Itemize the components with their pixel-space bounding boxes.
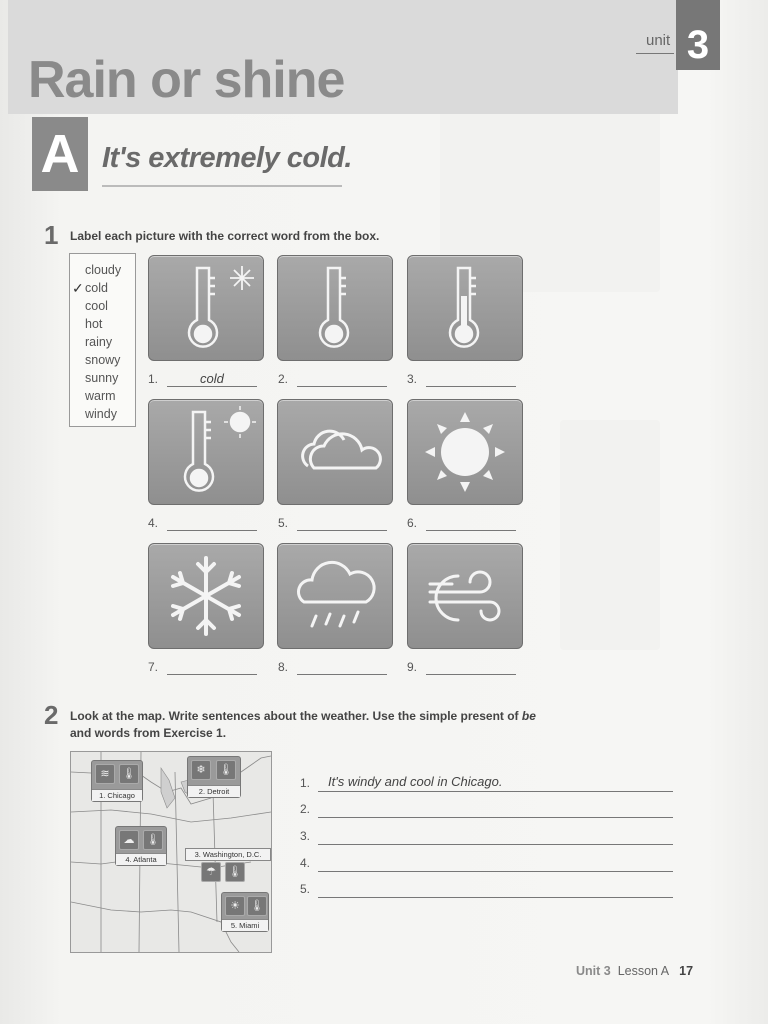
map-label-chicago: ≋ 🌡 1. Chicago <box>91 760 143 802</box>
word-box-item: warm <box>85 389 116 403</box>
wind-icon: ≋ <box>95 764 115 784</box>
weather-map <box>70 751 272 953</box>
exercise-2-instruction: Look at the map. Write sentences about the weather. Use the simple present of be and words from Exercise 1. <box>70 709 536 740</box>
map-label-atlanta: ☁ 🌡 4. Atlanta <box>115 826 167 866</box>
workbook-page: Rain or shine unit 3 A It's extremely cold. 1 Label each picture with the correct word from the box. cloudy ✓ cold cool hot rainy snowy sunny warm windy 1. cold 2. 3. 4. 5. 6. 7. 8. 9. 2 Look at the map. Write sentences about the weather. Use the simple present of be and words from Exercise 1. ≋ 🌡 1. Chicago ❄ 🌡 2. Detroit ☁ 🌡 4. Atlanta 3. Washington, D.C. ☂ 🌡 ☀ 🌡 5. Miami 1. It's windy and cool in Chicago. 2. 3. 4. 5. Unit 3 Lesson A 17 <box>0 0 768 1024</box>
snowflake-icon: ❄ <box>191 760 211 780</box>
lesson-title: It's extremely cold. <box>102 142 352 174</box>
exercise-1-instruction: Label each picture with the correct word from the box. <box>70 229 380 243</box>
word-box <box>69 253 136 427</box>
sun-icon <box>407 399 523 505</box>
unit-number: 3 <box>676 0 720 70</box>
bleed-through <box>560 420 660 650</box>
map-label-miami: ☀ 🌡 5. Miami <box>221 892 269 932</box>
check-mark-icon: ✓ <box>72 280 84 296</box>
thermometer-medium-icon <box>407 255 523 361</box>
word-box-item: rainy <box>85 335 113 349</box>
unit-title: Rain or shine <box>28 51 345 109</box>
word-box-item-checked: ✓ cold <box>72 280 108 296</box>
map-label-detroit: ❄ 🌡 2. Detroit <box>187 756 241 798</box>
lesson-letter: A <box>32 117 88 191</box>
unit-label: unit <box>646 32 671 49</box>
thermometer-icon: 🌡 <box>143 830 163 850</box>
unit-rule <box>636 53 674 54</box>
rain-cloud-icon <box>277 543 393 649</box>
rain-cloud-icon: ☂ <box>201 862 221 882</box>
word-box-item: sunny <box>85 371 119 385</box>
word-box-item: hot <box>85 317 103 331</box>
cloud-icon: ☁ <box>119 830 139 850</box>
wind-icon <box>407 543 523 649</box>
thermometer-sun-icon <box>148 399 264 505</box>
sun-icon: ☀ <box>225 896 245 916</box>
thermometer-icon: 🌡 <box>216 760 236 780</box>
thermometer-icon: 🌡 <box>225 862 245 882</box>
exercise-1-number: 1 <box>44 220 59 250</box>
word-box-item: windy <box>85 407 117 421</box>
word-box-item: cool <box>85 299 108 313</box>
thermometer-icon: 🌡 <box>119 764 139 784</box>
word-box-item: cloudy <box>85 263 122 277</box>
exercise-2-number: 2 <box>44 700 59 730</box>
thermometer-icon: 🌡 <box>247 896 267 916</box>
snowflake-icon <box>148 543 264 649</box>
thermometer-snow-icon <box>148 255 264 361</box>
map-label-washington: 3. Washington, D.C. ☂ 🌡 <box>185 848 269 884</box>
page-footer: Unit 3 Lesson A 17 <box>576 964 694 978</box>
lesson-rule <box>102 185 342 187</box>
thermometer-low-icon <box>277 255 393 361</box>
word-box-item: snowy <box>85 353 121 367</box>
cloud-icon <box>277 399 393 505</box>
